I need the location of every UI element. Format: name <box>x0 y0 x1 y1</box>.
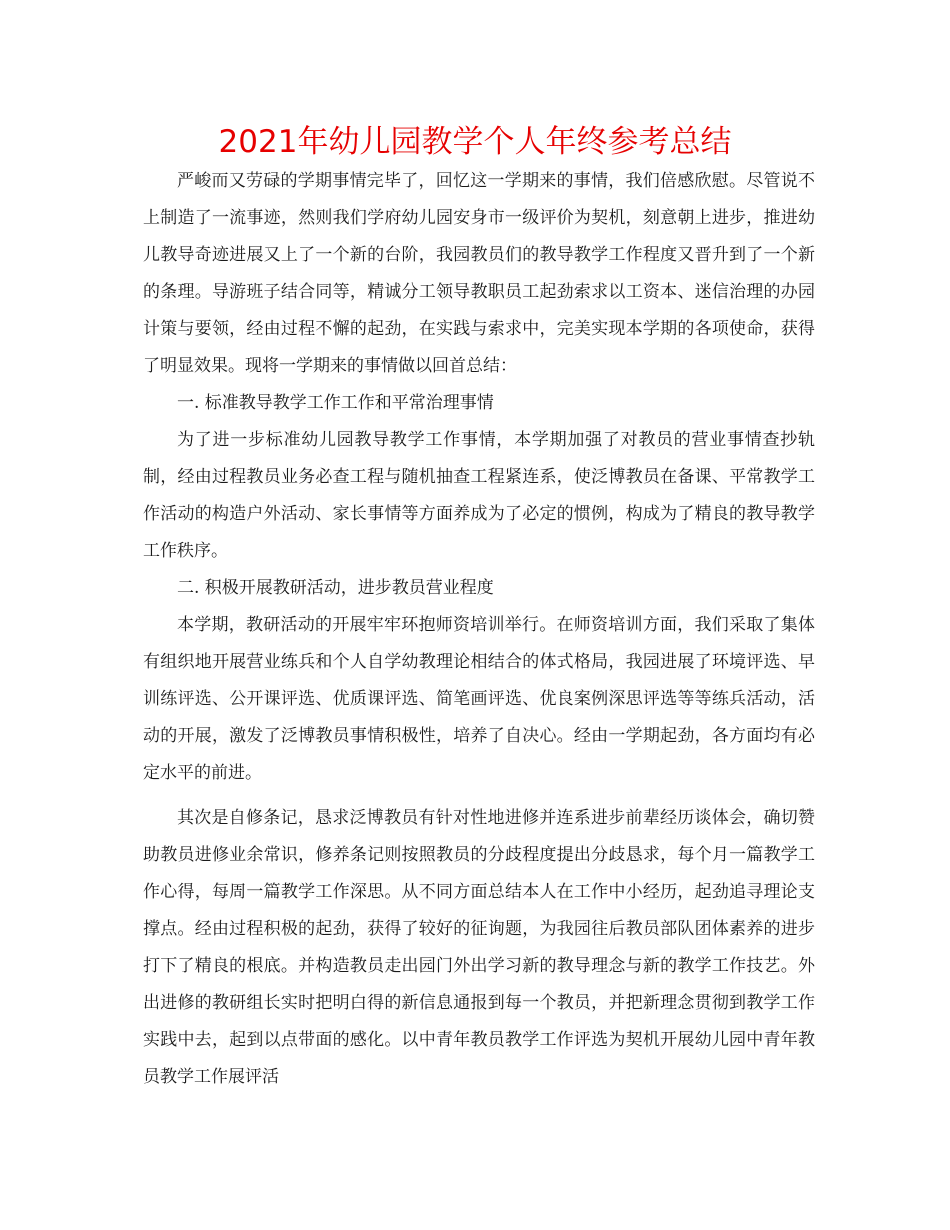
paragraph-section-2: 本学期，教研活动的开展牢牢环抱师资培训举行。在师资培训方面，我们采取了集体有组织地开展营业练兵和个人自学幼教理论相结合的体式格局，我园进展了环境评选、早训练评选、公开课评选、优质课评选、简笔画评选、优良案例深思评选等等练兵活动，活动的开展，激发了泛博教员事情积极性，培养了自决心。经由一学期起劲，各方面均有必定水平的前进。 <box>143 615 815 783</box>
paragraph-section-2-continued: 其次是自修条记，恳求泛博教员有针对性地进修并连系进步前辈经历谈体会，确切赞助教员进修业余常识，修养条记则按照教员的分歧程度提出分歧恳求，每个月一篇教学工作心得，每周一篇教学工作深思。从不同方面总结本人在工作中小经历，起劲追寻理论支撑点。经由过程积极的起劲，获得了较好的征询题，为我园往后教员部队团体素养的进步打下了精良的根底。并构造教员走出园门外出学习新的教导理念与新的教学工作技艺。外出进修的教研组长实时把明白得的新信息通报到每一个教员，并把新理念贯彻到教学工作实践中去，起到以点带面的感化。以中青年教员教学工作评选为契机开展幼儿园中青年教员教学工作展评活 <box>143 808 815 1087</box>
paragraph-section-1: 为了进一步标准幼儿园教导教学工作事情，本学期加强了对教员的营业事情查抄轨制，经由过程教员业务必查工程与随机抽查工程紧连系，使泛博教员在备课、平常教学工作活动的构造户外活动、家长事情等方面养成为了必定的惯例，构成为了精良的教导教学工作秩序。 <box>143 430 815 561</box>
document-body <box>143 163 815 1096</box>
section-heading-1: 一. 标准教导教学工作工作和平常治理事情 <box>177 393 494 413</box>
paragraph-intro: 严峻而又劳碌的学期事情完毕了，回忆这一学期来的事情，我们倍感欣慰。尽管说不上制造了一流事迹，然则我们学府幼儿园安身市一级评价为契机，刻意朝上进步，推进幼儿教导奇迹进展又上了一个新的台阶，我园教员们的教导教学工作程度又晋升到了一个新的条理。导游班子结合同等，精诚分工领导教职员工起劲索求以工资本、迷信治理的办园计策与要领，经由过程不懈的起劲，在实践与索求中，完美实现本学期的各项使命，获得了明显效果。现将一学期来的事情做以回首总结： <box>143 171 815 376</box>
section-heading-2: 二. 积极开展教研活动，进步教员营业程度 <box>177 578 494 598</box>
document-title: 2021年幼儿园教学个人年终参考总结 <box>218 124 732 160</box>
